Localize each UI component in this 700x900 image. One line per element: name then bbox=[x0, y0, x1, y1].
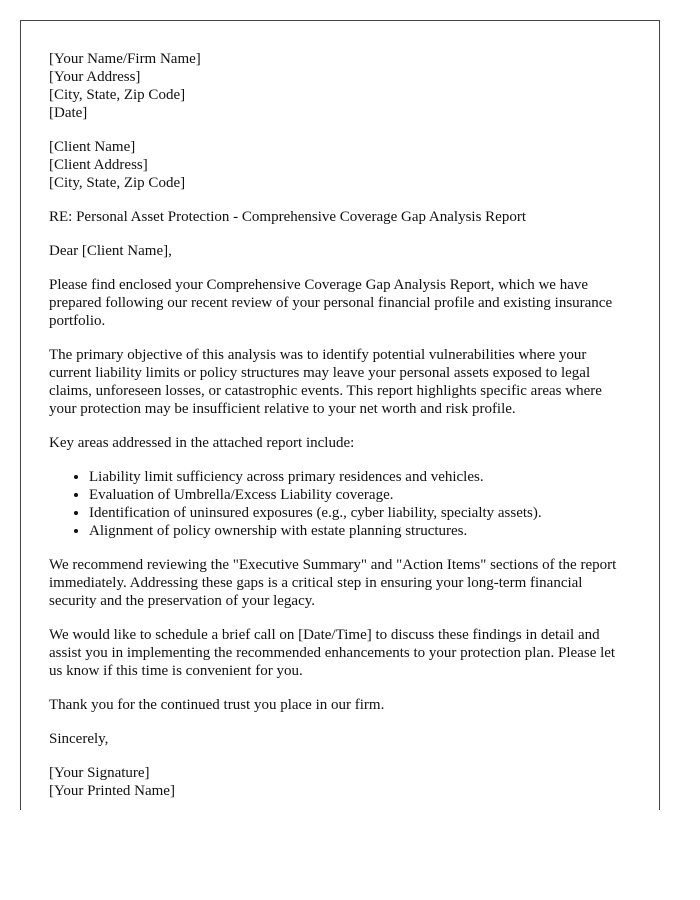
sender-address: [Your Address] bbox=[49, 69, 141, 85]
salutation: Dear [Client Name], bbox=[49, 243, 172, 259]
body-paragraph-recommendation: We recommend reviewing the "Executive Summary" and "Action Items" sections of the report immediately. Addressing these gaps is a critical step in ensuring your long-term financial security and the preservation of your legacy. bbox=[49, 557, 617, 609]
body-paragraph-schedule-call: We would like to schedule a brief call on [Date/Time] to discuss these findings in detail and assist you in implementing the recommended enhancements to your protection plan. Please let us know if this time is convenient for you. bbox=[49, 627, 616, 679]
recipient-block bbox=[49, 138, 631, 192]
list-item: • Alignment of policy ownership with estate planning structures. bbox=[89, 522, 631, 540]
recipient-city-state-zip: [City, State, Zip Code] bbox=[49, 175, 186, 191]
subject-line: RE: Personal Asset Protection - Comprehensive Coverage Gap Analysis Report bbox=[49, 209, 527, 225]
recipient-name: [Client Name] bbox=[49, 139, 136, 155]
body-paragraph-objective: The primary objective of this analysis was to identify potential vulnerabilities where your current liability limits or policy structures may leave your personal assets exposed to legal claims, unforeseen losses, or catastrophic events. This report highlights specific areas where your protection may be insufficient relative to your net worth and risk profile. bbox=[49, 347, 602, 417]
letter-date: [Date] bbox=[49, 105, 88, 121]
body-paragraph-key-areas-intro: Key areas addressed in the attached report include: bbox=[49, 435, 355, 451]
sender-city-state-zip: [City, State, Zip Code] bbox=[49, 87, 186, 103]
list-item: • Identification of uninsured exposures (e.g., cyber liability, specialty assets). bbox=[89, 504, 631, 522]
key-areas-list bbox=[49, 468, 631, 540]
body-paragraph-thanks: Thank you for the continued trust you place in our firm. bbox=[49, 697, 385, 713]
printed-name: [Your Printed Name] bbox=[49, 783, 175, 799]
sign-off: Sincerely, bbox=[49, 731, 109, 747]
letter-page bbox=[20, 20, 660, 810]
sender-block bbox=[49, 50, 631, 122]
body-paragraph-intro: Please find enclosed your Comprehensive Coverage Gap Analysis Report, which we have prepared following our recent review of your personal financial profile and existing insurance portfolio. bbox=[49, 277, 613, 329]
sender-name: [Your Name/Firm Name] bbox=[49, 51, 201, 67]
signature-block bbox=[49, 764, 631, 800]
signature-line: [Your Signature] bbox=[49, 765, 150, 781]
recipient-address: [Client Address] bbox=[49, 157, 148, 173]
list-item: • Liability limit sufficiency across primary residences and vehicles. bbox=[89, 468, 631, 486]
list-item: • Evaluation of Umbrella/Excess Liability coverage. bbox=[89, 486, 631, 504]
